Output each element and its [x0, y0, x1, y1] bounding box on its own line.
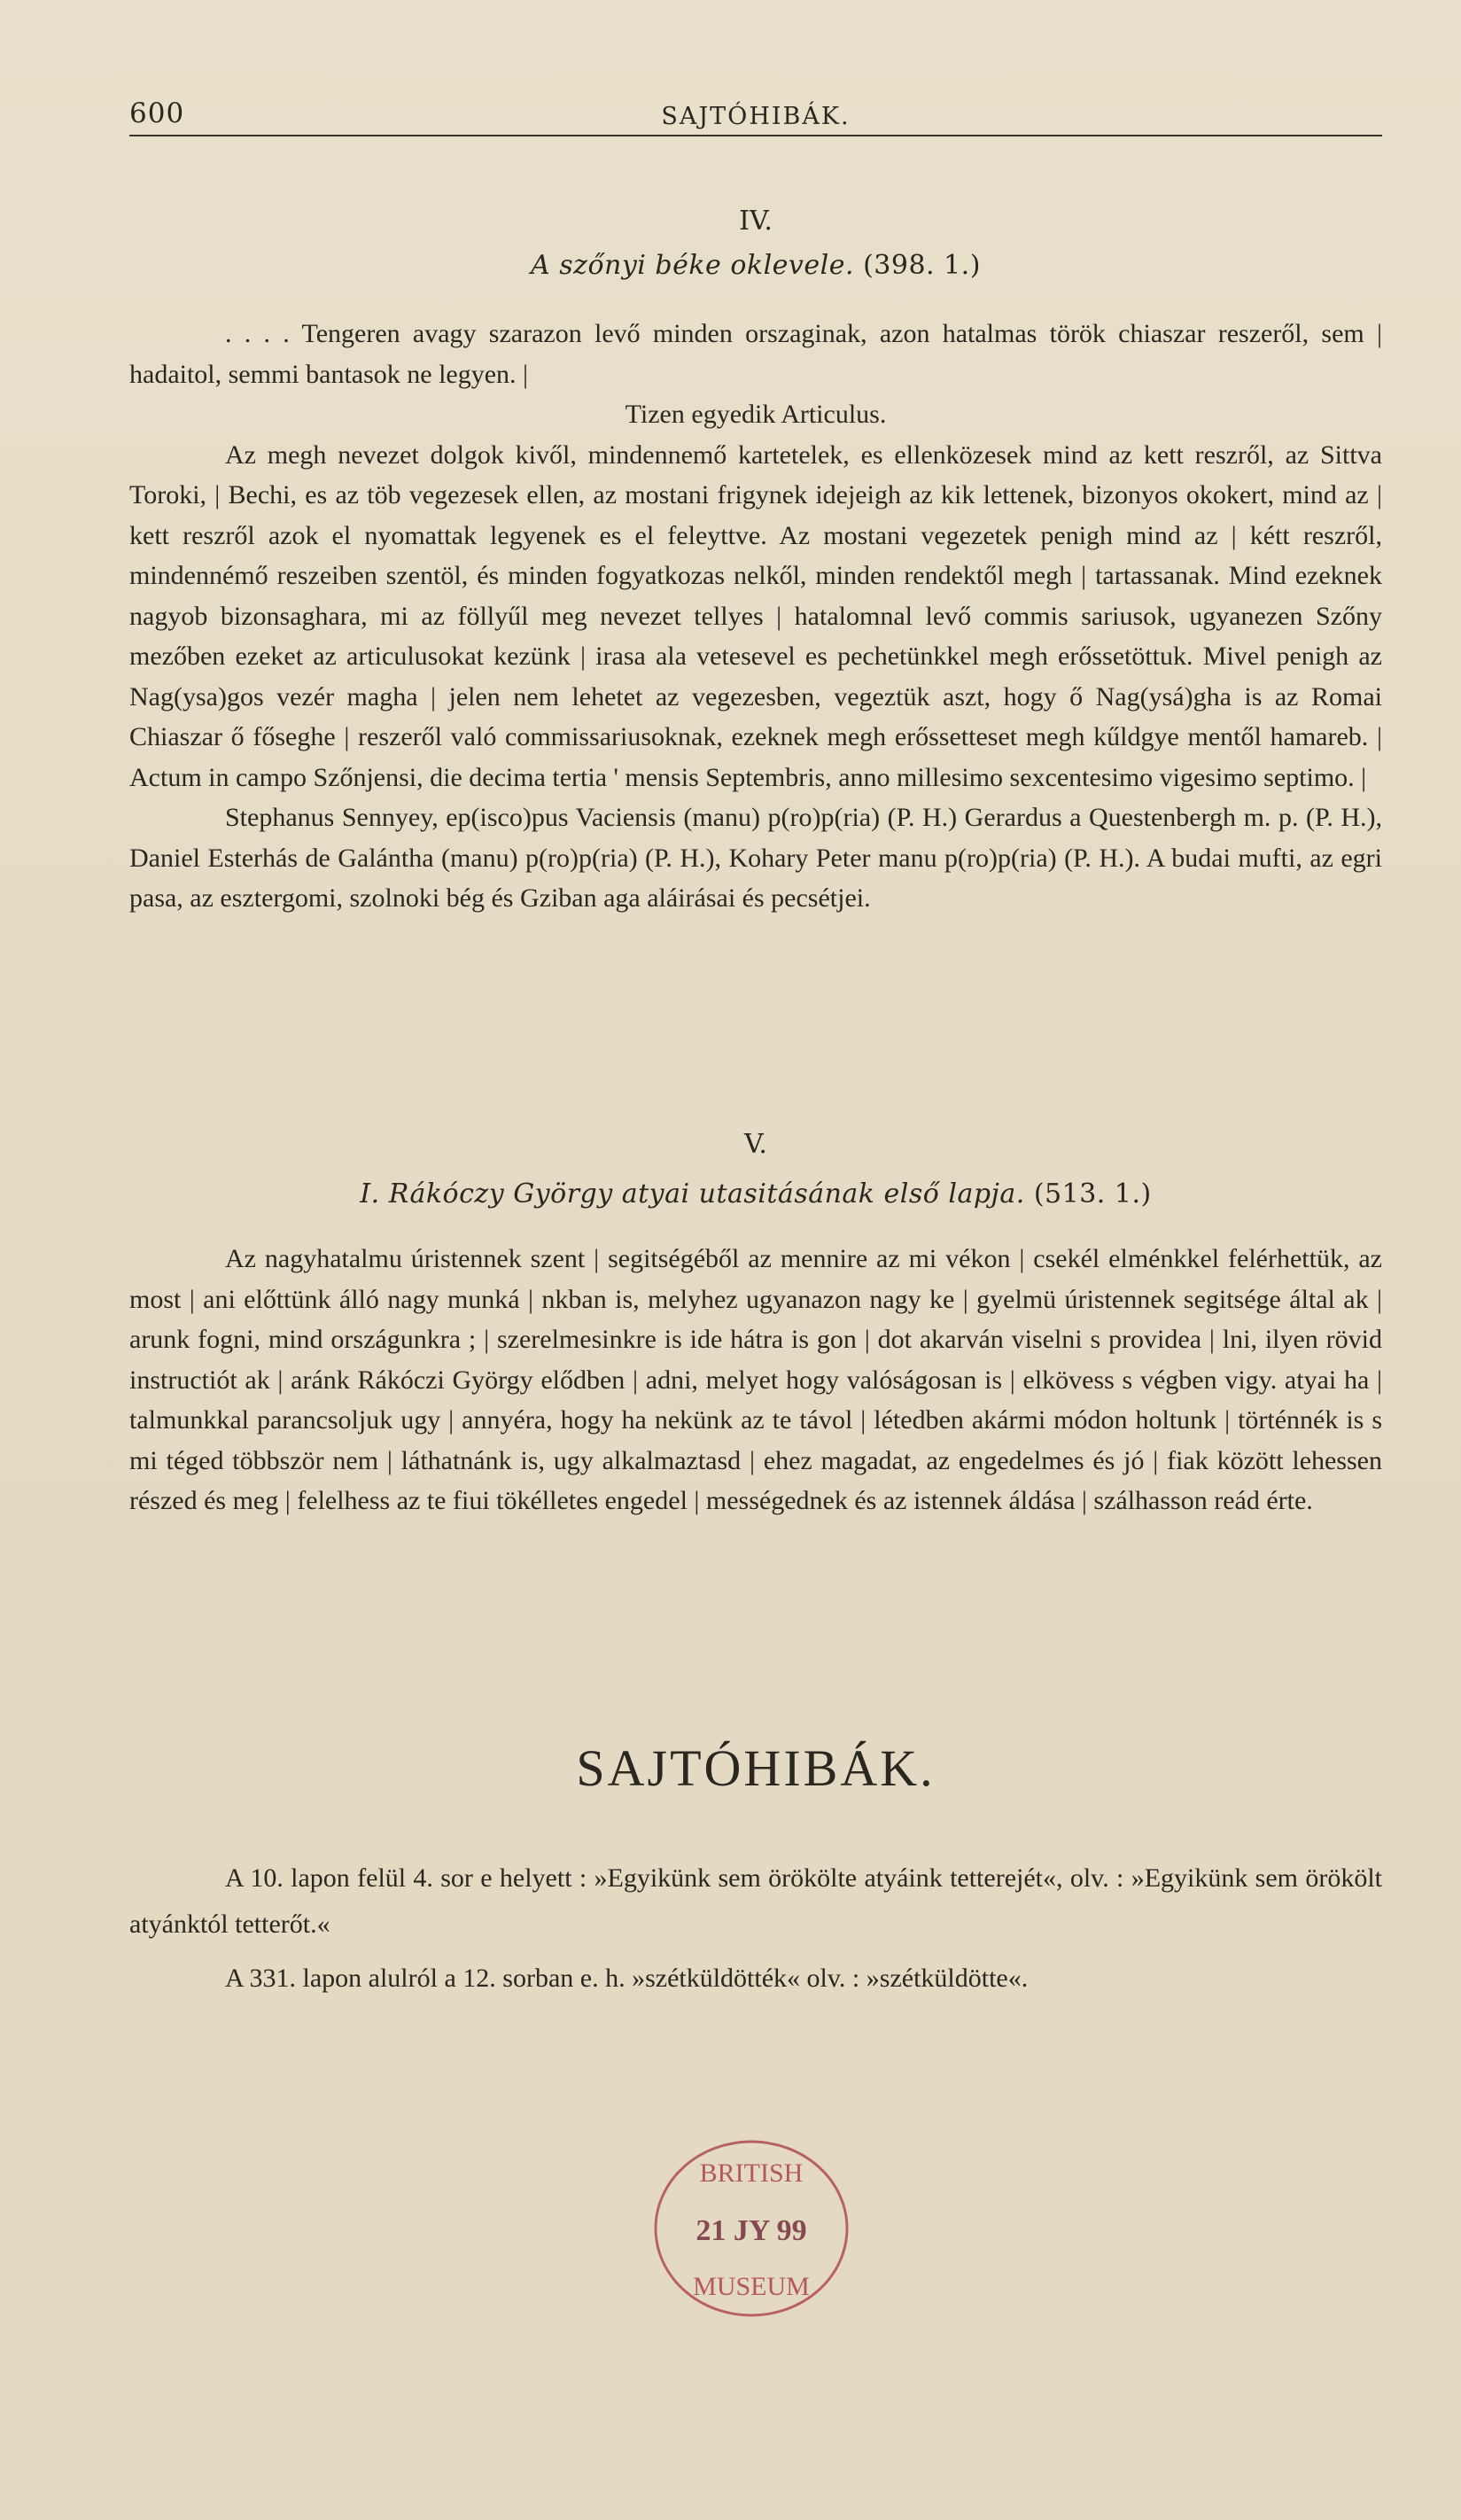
- section-5-title-text: I. Rákóczy György atyai utasitásának első lapja.: [360, 1178, 1025, 1209]
- errata-list: [129, 1855, 1382, 1999]
- errata-title: SAJTÓHIBÁK.: [576, 1739, 936, 1797]
- section-4-paragraph-1: . . . . Tengeren avagy szarazon levő minden orszaginak, azon hatalmas török chiaszar reszeről, sem | hadaitol, semmi bantasok ne legyen. |: [129, 319, 1382, 389]
- section-5-numeral: V.: [744, 1129, 767, 1160]
- section-5-paragraph: Az nagyhatalmu úristennek szent | segitségéből az mennire az mi vékon | csekél elménkkel felérhettük, az most | ani előttünk álló nagy munká | nkban is, melyhez ugyanazon nagy ke | gyelmü úristennek segitsége által ak | arunk fogni, mind országunkra ; | szerelmesinkre is ide hátra is gon | dot akarván viselni s providea | lni, ilyen rövid instructiót ak | aránk Rákóczi György elődben | adni, melyet hogy valóságosan is | elkövess s végben vigy. atyai ha | talmunkkal parancsoljuk ugy | annyéra, hogy ha nekünk az te távol | létedben akármi módon holtunk | történnék is s mi téged többször nem | láthatnánk is, ugy alkalmaztasd | ehez magadat, az engedelmes és jó | fiak között lehessen részed és meg | felelhess az te fiui tökélletes engedel | mességednek és az istennek áldása | szálhasson reád érte.: [129, 1244, 1382, 1515]
- page-header: [129, 96, 1382, 136]
- section-4-paragraph-2: Az megh nevezet dolgok kivől, mindennemő kartetelek, es ellenközesek mind az kett reszről, az Sittva Toroki, | Bechi, es az töb vegezesek ellen, az mostani frigynek idejeigh az kik lettenek, bizonyos okokert, mind az | kett reszről azok el nyomattak legyenek es el feleyttve. Az mostani vegezetek penigh mind az | kétt reszről, mindennémő reszeiben szentöl, és minden fogyatkozas nelkől, minden rendektől megh | tartassanak. Mind ezeknek nagyob bizonsaghara, mi az föllyűl meg nevezet tellyes | hatalomnal levő commis sariusok, ugyanezen Szőny mezőben ezeket az articulusokat kezünk | irasa ala vetesevel es pechetünkkel megh erőssetöttuk. Mivel penigh az Nag(ysa)gos vezér magha | jelen nem lehetet az vegezesben, vegeztük aszt, hogy ő Nag(ysá)gha is az Romai Chiaszar ő főseghe | reszeről való commissariusoknak, ezeknek megh erőssetteset megh kűldgye mentől hamareb. | Actum in campo Szőnjensi, die decima tertia ' mensis Septembris, anno millesimo sexcentesimo vigesimo septimo. |: [129, 439, 1382, 792]
- errata-item-2: A 331. lapon alulról a 12. sorban e. h. »szétküldötték« olv. : »szétküldötte«.: [225, 1964, 1029, 1993]
- section-4-article-heading: Tizen egyedik Articulus.: [625, 400, 887, 429]
- section-4-signatures: Stephanus Sennyey, ep(isco)pus Vaciensis (manu) p(ro)p(ria) (P. H.) Gerardus a Questenbergh m. p. (P. H.), Daniel Esterhás de Galántha (manu) p(ro)p(ria) (P. H.), Kohary Peter manu p(ro)p(ria) (P. H.). A budai mufti, az egri pasa, az esztergomi, szolnoki bég és Gziban aga aláirásai és pecsétjei.: [129, 803, 1382, 913]
- library-stamp: [636, 2127, 866, 2330]
- section-5-title: [129, 1178, 1382, 1209]
- page-number: 600: [129, 97, 185, 129]
- section-5-body: [129, 1239, 1382, 1521]
- section-4-ref: (398. 1.): [863, 250, 981, 281]
- section-4-body: [129, 314, 1382, 919]
- running-title: SAJTÓHIBÁK.: [661, 103, 851, 130]
- section-5-ref: (513. 1.): [1033, 1178, 1152, 1209]
- section-4-numeral: IV.: [739, 206, 773, 237]
- stamp-bottom-text: MUSEUM: [693, 2272, 810, 2301]
- section-4-title: [129, 250, 1382, 281]
- stamp-top-text: BRITISH: [699, 2158, 804, 2188]
- stamp-date: 21 JY 99: [696, 2214, 807, 2247]
- errata-item-1: A 10. lapon felül 4. sor e helyett : »Egyikünk sem örökölte atyáink tetterejét«, olv. : »Egyikünk sem örökölt atyánktól tetterőt.«: [129, 1863, 1382, 1939]
- section-4-title-text: A szőnyi béke oklevele.: [531, 250, 855, 281]
